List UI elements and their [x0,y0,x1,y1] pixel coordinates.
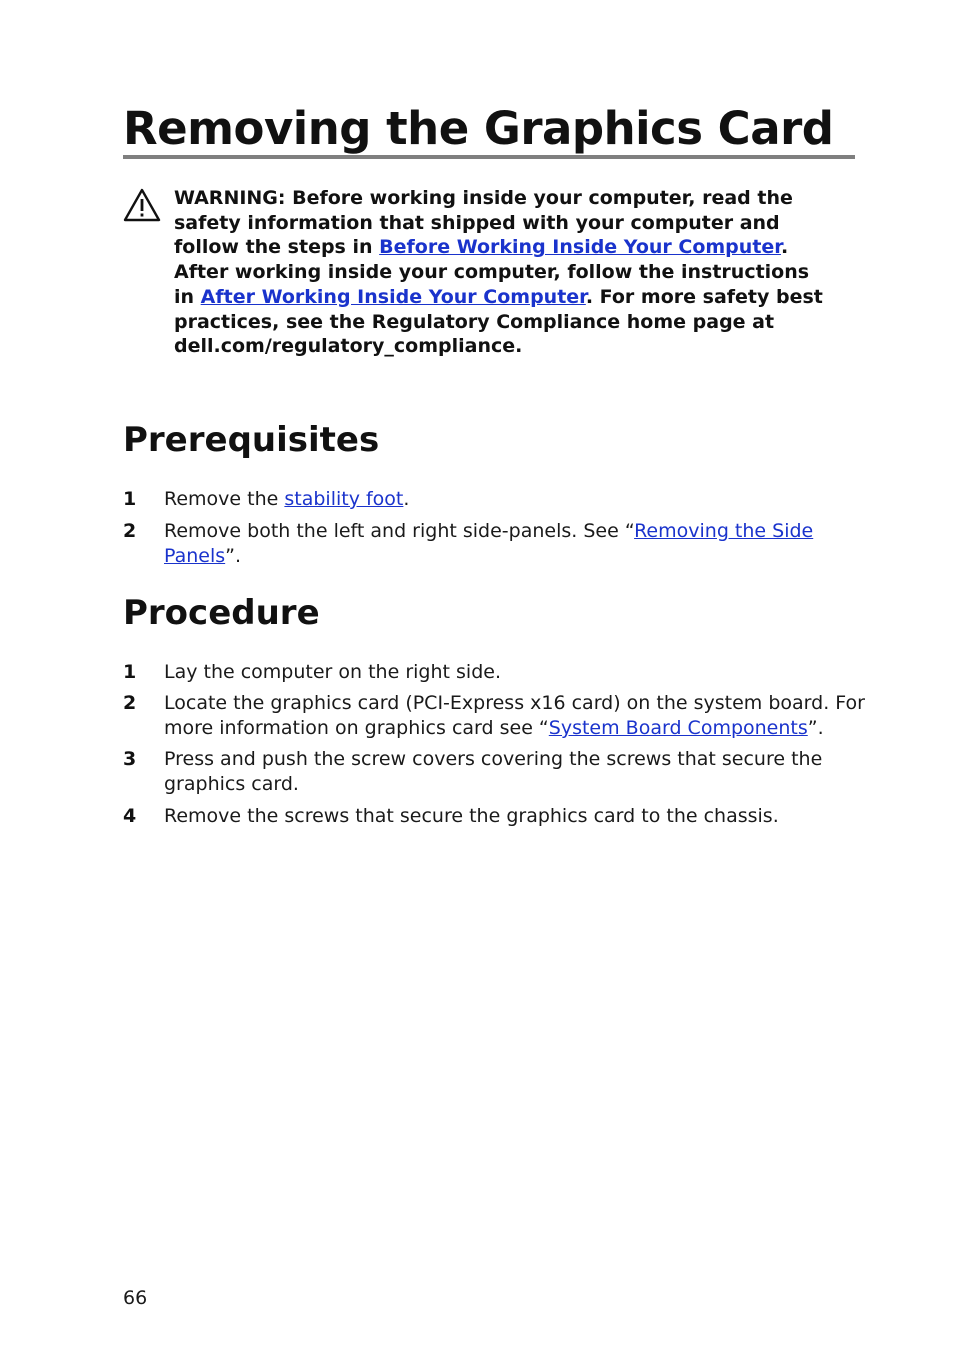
step-line: Locate the graphics card (PCI-Express x16 card) on the system board. For [164,692,865,714]
warning-notice [174,186,864,359]
step-text [164,487,854,512]
step-text [164,747,854,797]
after-working-inside-link[interactable]: After Working Inside Your Computer [200,285,586,308]
warning-line: WARNING: Before working inside your computer, read the [174,187,793,209]
step-line [164,716,854,741]
prerequisites-heading: Prerequisites [123,420,380,460]
warning-text-fragment: . For more safety best [585,285,823,308]
warning-triangle-icon [123,188,161,222]
warning-line [174,235,864,260]
warning-line: safety information that shipped with your computer and [174,211,780,234]
warning-line: dell.com/regulatory_compliance. [174,335,523,358]
step-line [164,544,854,569]
warning-text-fragment: follow the steps in [174,236,380,259]
stability-foot-link[interactable]: stability foot [284,488,404,510]
page-number: 66 [123,1287,148,1309]
step-number: 3 [123,748,137,770]
step-text-fragment: Remove both the left and right side-panels. See “ [164,520,635,542]
step-number: 2 [123,692,137,714]
system-board-components-link[interactable]: System Board Components [548,717,808,739]
warning-line [174,285,864,310]
page-title: Removing the Graphics Card [123,102,834,155]
procedure-heading: Procedure [123,593,320,633]
step-text-fragment: ”. [807,717,824,739]
step-number: 2 [123,520,137,542]
step-text-fragment: Remove the [164,488,285,510]
before-working-inside-link[interactable]: Before Working Inside Your Computer [379,236,781,259]
step-text [164,519,854,569]
warning-text-fragment: in [174,285,201,308]
warning-line: After working inside your computer, follow the instructions [174,261,810,284]
step-text: Remove the screws that secure the graphics card to the chassis. [164,805,779,827]
step-number: 4 [123,805,137,827]
warning-line: practices, see the Regulatory Compliance home page at [174,310,775,333]
warning-text-fragment: . [780,236,789,259]
step-line: Press and push the screw covers covering the screws that secure the [164,748,823,770]
step-line: graphics card. [164,773,299,795]
removing-side-panels-link[interactable]: Panels [164,545,226,567]
step-text-fragment: ”. [225,545,242,567]
step-text: Lay the computer on the right side. [164,661,501,683]
step-line [164,519,854,544]
title-rule [123,155,855,159]
removing-side-panels-link[interactable]: Removing the Side [634,520,814,542]
step-number: 1 [123,488,137,510]
step-number: 1 [123,661,137,683]
step-text-fragment: . [403,488,410,510]
step-text-fragment: more information on graphics card see “ [164,717,549,739]
step-text [164,691,865,741]
